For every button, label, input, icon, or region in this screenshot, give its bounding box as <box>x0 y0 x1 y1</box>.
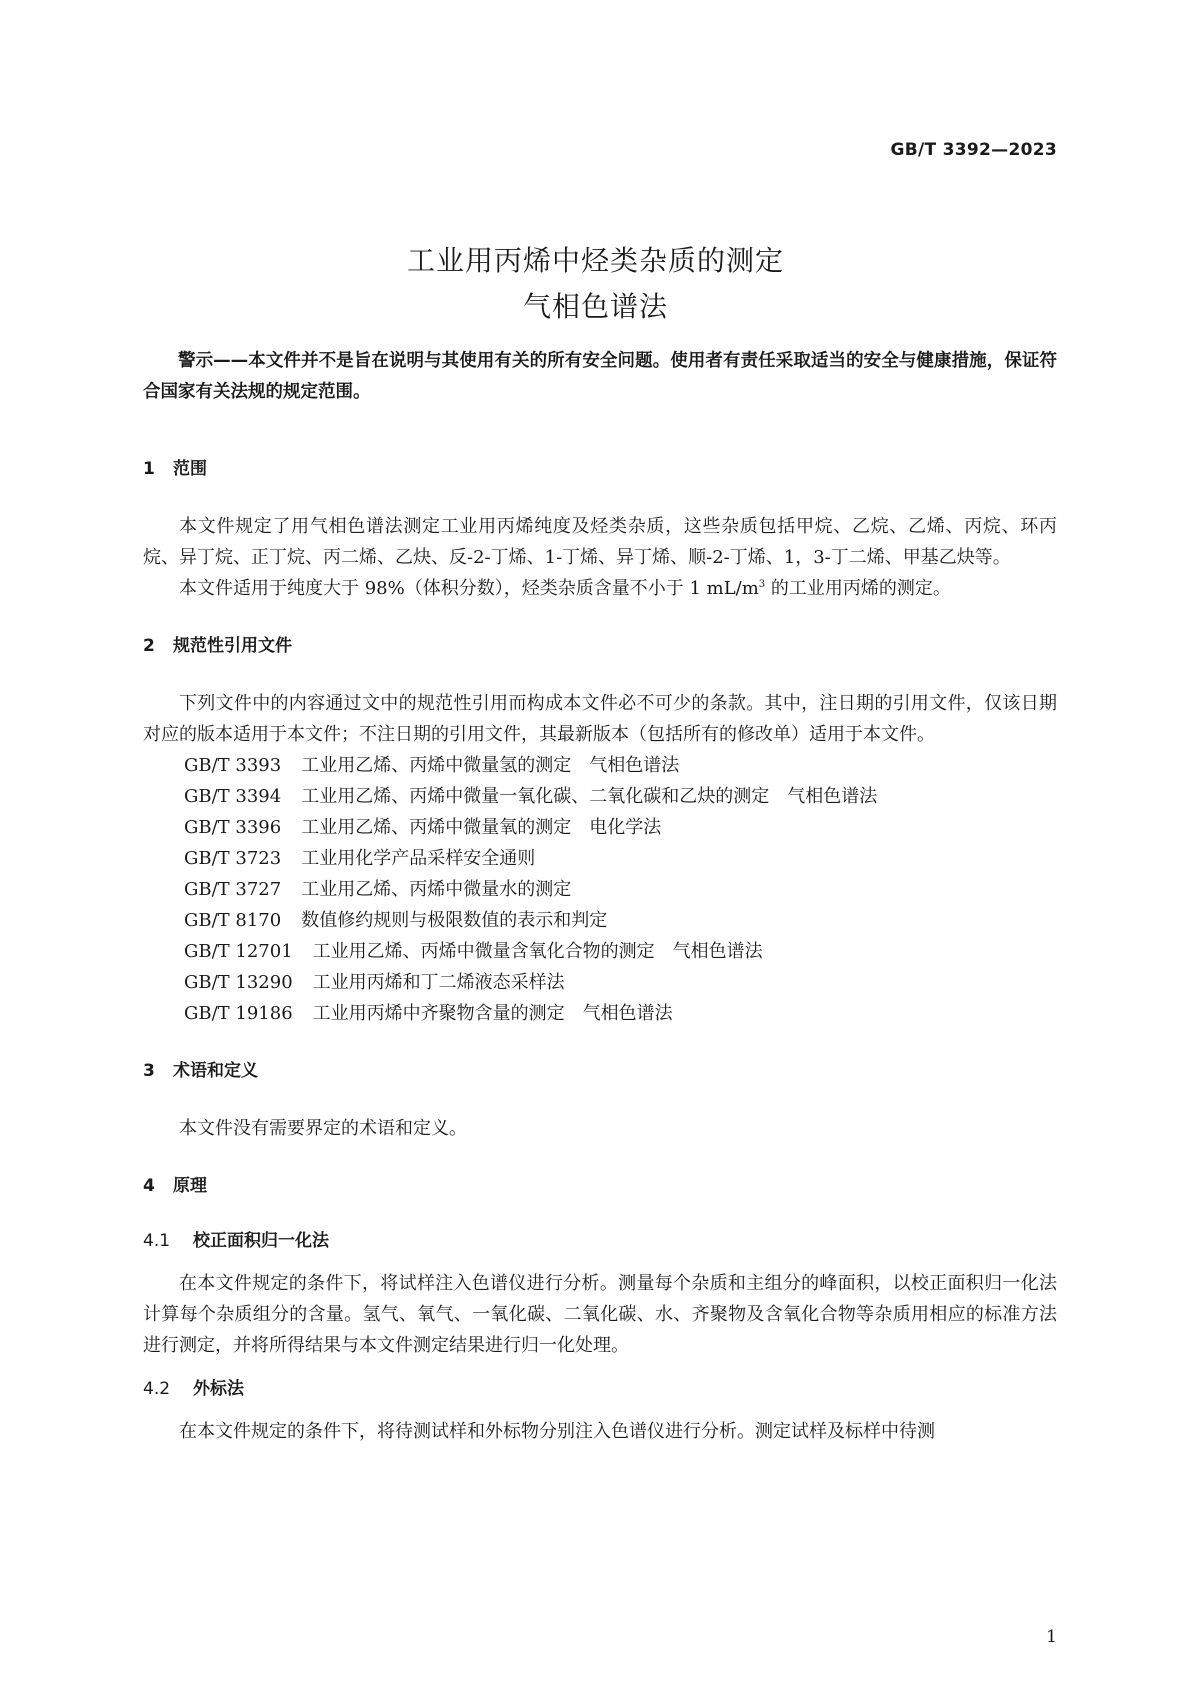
reference-title: 工业用丙烯和丁二烯液态采样法 <box>312 972 565 993</box>
reference-code: GB/T 3393 <box>184 755 282 776</box>
principle-4-2-paragraph: 在本文件规定的条件下，将待测试样和外标物分别注入色谱仪进行分析。测定试样及标样中待测 <box>179 1421 935 1442</box>
scope-paragraph-2: 本文件适用于纯度大于 98%（体积分数），烃类杂质含量不小于 1 $mL/m^3$ 的工业用丙烯的测定。 <box>179 578 951 599</box>
section-title: 范围 <box>173 459 207 479</box>
principle-4-1-paragraph: 在本文件规定的条件下，将试样注入色谱仪进行分析。测量每个杂质和主组分的峰面积，以校正面积归一化法计算每个杂质组分的含量。氢气、氧气、一氧化碳、二氧化碳、水、齐聚物及含氧化合物等杂质用相应的标准方法进行测定，并将所得结果与本文件测定结果进行归一化处理。 <box>143 1273 1057 1356</box>
warning-paragraph: 警示——本文件并不是旨在说明与其使用有关的所有安全问题。使用者有责任采取适当的安全与健康措施，保证符合国家有关法规的规定范围。 <box>143 351 1057 402</box>
standard-number: GB/T 3392—2023 <box>890 140 1057 160</box>
section-title: 原理 <box>173 1176 207 1196</box>
subsection-number: 4.1 <box>143 1231 171 1251</box>
section-number: 1 <box>143 459 155 479</box>
section-4-1-heading <box>143 1229 1057 1253</box>
section-4-2-heading <box>143 1377 1057 1401</box>
reference-code: GB/T 3396 <box>184 817 282 838</box>
reference-item <box>143 998 1057 1029</box>
document-title <box>0 238 1191 330</box>
reference-title: 工业用丙烯中齐聚物含量的测定 气相色谱法 <box>312 1003 673 1024</box>
reference-title: 工业用乙烯、丙烯中微量氢的测定 气相色谱法 <box>301 755 680 776</box>
section-number: 2 <box>143 636 155 656</box>
reference-code: GB/T 8170 <box>184 910 282 931</box>
section-title: 术语和定义 <box>173 1061 258 1081</box>
reference-code: GB/T 3723 <box>184 848 282 869</box>
reference-item <box>143 936 1057 967</box>
reference-title: 工业用乙烯、丙烯中微量水的测定 <box>301 879 572 900</box>
reference-item <box>143 843 1057 874</box>
section-title: 规范性引用文件 <box>173 636 292 656</box>
terms-paragraph: 本文件没有需要界定的术语和定义。 <box>179 1118 467 1139</box>
reference-title: 工业用乙烯、丙烯中微量一氧化碳、二氧化碳和乙炔的测定 气相色谱法 <box>301 786 878 807</box>
reference-code: GB/T 19186 <box>184 1003 293 1024</box>
reference-title: 数值修约规则与极限数值的表示和判定 <box>301 910 608 931</box>
reference-code: GB/T 3727 <box>184 879 282 900</box>
reference-title: 工业用化学产品采样安全通则 <box>301 848 536 869</box>
reference-list <box>143 750 1057 1029</box>
normative-refs-intro: 下列文件中的内容通过文中的规范性引用而构成本文件必不可少的条款。其中，注日期的引用文件，仅该日期对应的版本适用于本文件；不注日期的引用文件，其最新版本（包括所有的修改单）适用于本文件。 <box>143 693 1057 745</box>
subsection-title: 校正面积归一化法 <box>193 1231 329 1251</box>
reference-code: GB/T 3394 <box>184 786 282 807</box>
reference-title: 工业用乙烯、丙烯中微量含氧化合物的测定 气相色谱法 <box>312 941 763 962</box>
document-body <box>143 346 1057 1447</box>
section-1-heading <box>143 457 1057 481</box>
title-line-1: 工业用丙烯中烃类杂质的测定 <box>406 244 784 277</box>
reference-code: GB/T 12701 <box>184 941 293 962</box>
reference-title: 工业用乙烯、丙烯中微量氧的测定 电化学法 <box>301 817 662 838</box>
section-2-heading <box>143 634 1057 658</box>
title-line-2: 气相色谱法 <box>522 290 668 323</box>
reference-item <box>143 781 1057 812</box>
subsection-title: 外标法 <box>193 1379 244 1399</box>
reference-item <box>143 750 1057 781</box>
page-number: 1 <box>1046 1627 1057 1647</box>
reference-item <box>143 874 1057 905</box>
section-number: 3 <box>143 1061 155 1081</box>
section-3-heading <box>143 1059 1057 1083</box>
reference-item <box>143 967 1057 998</box>
reference-item <box>143 905 1057 936</box>
subsection-number: 4.2 <box>143 1379 171 1399</box>
reference-code: GB/T 13290 <box>184 972 293 993</box>
reference-item <box>143 812 1057 843</box>
scope-paragraph-1: 本文件规定了用气相色谱法测定工业用丙烯纯度及烃类杂质，这些杂质包括甲烷、乙烷、乙烯、丙烷、环丙烷、异丁烷、正丁烷、丙二烯、乙炔、反-2-丁烯、1-丁烯、异丁烯、顺-2-丁烯、1，3-丁二烯、甲基乙炔等。 <box>143 516 1057 568</box>
section-4-heading <box>143 1174 1057 1198</box>
section-number: 4 <box>143 1176 155 1196</box>
